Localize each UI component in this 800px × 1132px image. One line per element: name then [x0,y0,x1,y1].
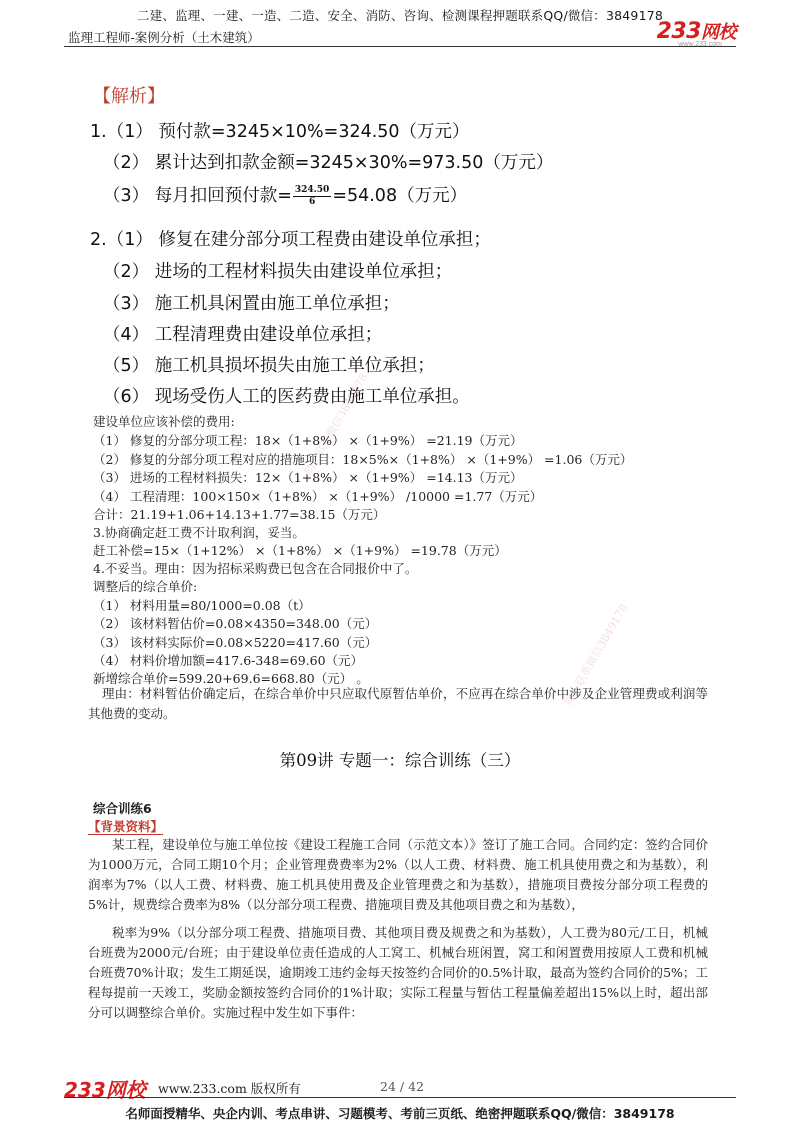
analysis-line-1: 1.（1） 预付款=3245×10%=324.50（万元） [90,122,470,142]
q2-line-2: （2） 进场的工程材料损失由建设单位承担； [103,262,453,282]
detail-line-1: （1） 修复的分部分项工程：18×（1+8%） ×（1+9%） =21.19（万元） [93,433,523,448]
q2-line-3: （3） 施工机具闲置由施工单位承担； [103,294,400,314]
detail-line-13: （4） 材料价增加额=417.6-348=69.60（元） [93,653,364,668]
detail-line-5: 合计：21.19+1.06+14.13+1.77=38.15（万元） [93,507,386,522]
header-subject: 监理工程师-案例分析（土木建筑） [68,30,260,45]
footer-copyright: www.233.com 版权所有 [158,1081,301,1096]
background-label: 【背景资料】 [88,819,164,834]
analysis-label: 【解析】 [93,86,165,107]
detail-line-7: 赶工补偿=15×（1+12%） ×（1+8%） ×（1+9%） =19.78（万元） [93,543,507,558]
brand-logo-url: www.233.com [678,41,722,48]
analysis-line-3: （3） 每月扣回预付款= $\frac{324.50}{6}$ =54.08（万元） [103,184,468,207]
header-contact-line: 二建、监理、一建、一造、二造、安全、消防、咨询、检测课程押题联系QQ/微信：3849178 [136,8,664,23]
brand-logo: 233网校 [656,19,736,44]
footer-divider [64,1097,736,1098]
detail-line-3: （3） 进场的工程材料损失：12×（1+8%） ×（1+9%） =14.13（万元） [93,470,523,485]
background-paragraph-1: 某工程，建设单位与施工单位按《建设工程施工合同（示范文本）》签订了施工合同。合同约定：签约合同价为1000万元，合同工期10个月；企业管理费费率为2%（以人工费、材料费、施工机具使用费之和为基数），利润率为7%（以人工费、材料费、施工机具使用费及企业管理费之和为基数），措施项目费按分部分项工程费的5%计，规费综合费率为8%（以分部分项工程费、措施项目费及其他项目费之和为基数）， [88,837,708,912]
page-number: 24 / 42 [380,1079,424,1094]
case-title: 综合训练6 [93,801,152,816]
header-divider [64,46,736,47]
footer-contact-line: 名师面授精华、央企内训、考点串讲、习题模考、考前三页纸、绝密押题联系QQ/微信：3849178 [125,1106,675,1121]
detail-line-0: 建设单位应该补偿的费用: [93,414,235,429]
q2-line-4: （4） 工程清理费由建设单位承担； [103,325,383,345]
detail-line-11: （2） 该材料暂估价=0.08×4350=348.00（元） [93,616,378,631]
analysis-line-2: （2） 累计达到扣款金额=3245×30%=973.50（万元） [103,153,554,173]
watermark-text: 助一联系微信3849178 [561,601,631,708]
footer-logo: 233网校 [64,1078,146,1102]
watermark-text: 助一联系微信3849178 [301,371,371,478]
detail-line-10: （1） 材料用量=80/1000=0.08（t） [93,598,311,613]
reason-paragraph: 理由：材料暂估价确定后，在综合单价中只应取代原暂估单价，不应再在综合单价中涉及企业管理费或利润等其他费的变动。 [88,686,708,721]
q2-line-5: （5） 施工机具损坏损失由施工单位承担； [103,356,435,376]
q2-line-1: 2.（1） 修复在建分部分项工程费由建设单位承担； [90,230,491,250]
chapter-title: 第09讲 专题一：综合训练（三） [279,751,521,770]
detail-line-4: （4） 工程清理：100×150×（1+8%） ×（1+9%） /10000 =1.77（万元） [93,489,543,504]
fraction: $\frac{324.50}{6}$ [294,184,330,207]
q2-line-6: （6） 现场受伤人工的医药费由施工单位承担。 [103,387,470,407]
detail-line-12: （3） 该材料实际价=0.08×5220=417.60（元） [93,635,378,650]
detail-line-8: 4.不妥当。理由：因为招标采购费已包含在合同报价中了。 [93,561,418,576]
detail-line-14: 新增综合单价=599.20+69.6=668.80（元） 。 [93,671,369,686]
detail-line-6: 3.协商确定赶工费不计取利润，妥当。 [93,525,305,540]
detail-line-2: （2） 修复的分部分项工程对应的措施项目：18×5%×（1+8%） ×（1+9%） =1.06（万元） [93,452,633,467]
background-paragraph-2: 税率为9%（以分部分项工程费、措施项目费、其他项目费及规费之和为基数），人工费为80元/工日，机械台班费为2000元/台班；由于建设单位责任造成的人工窝工、机械台班闲置，窝工和闲置费用按原人工费和机械台班费70%计取；发生工期延误，逾期竣工违约金每天按签约合同价的0.5%计取，最高为签约合同价的5%；工程每提前一天竣工，奖励金额按签约合同价的1%计取；实际工程量与暂估工程量偏差超出15%以上时，超出部分可以调整综合单价。实施过程中发生如下事件： [88,925,708,1020]
detail-line-9: 调整后的综合单价: [93,579,198,594]
